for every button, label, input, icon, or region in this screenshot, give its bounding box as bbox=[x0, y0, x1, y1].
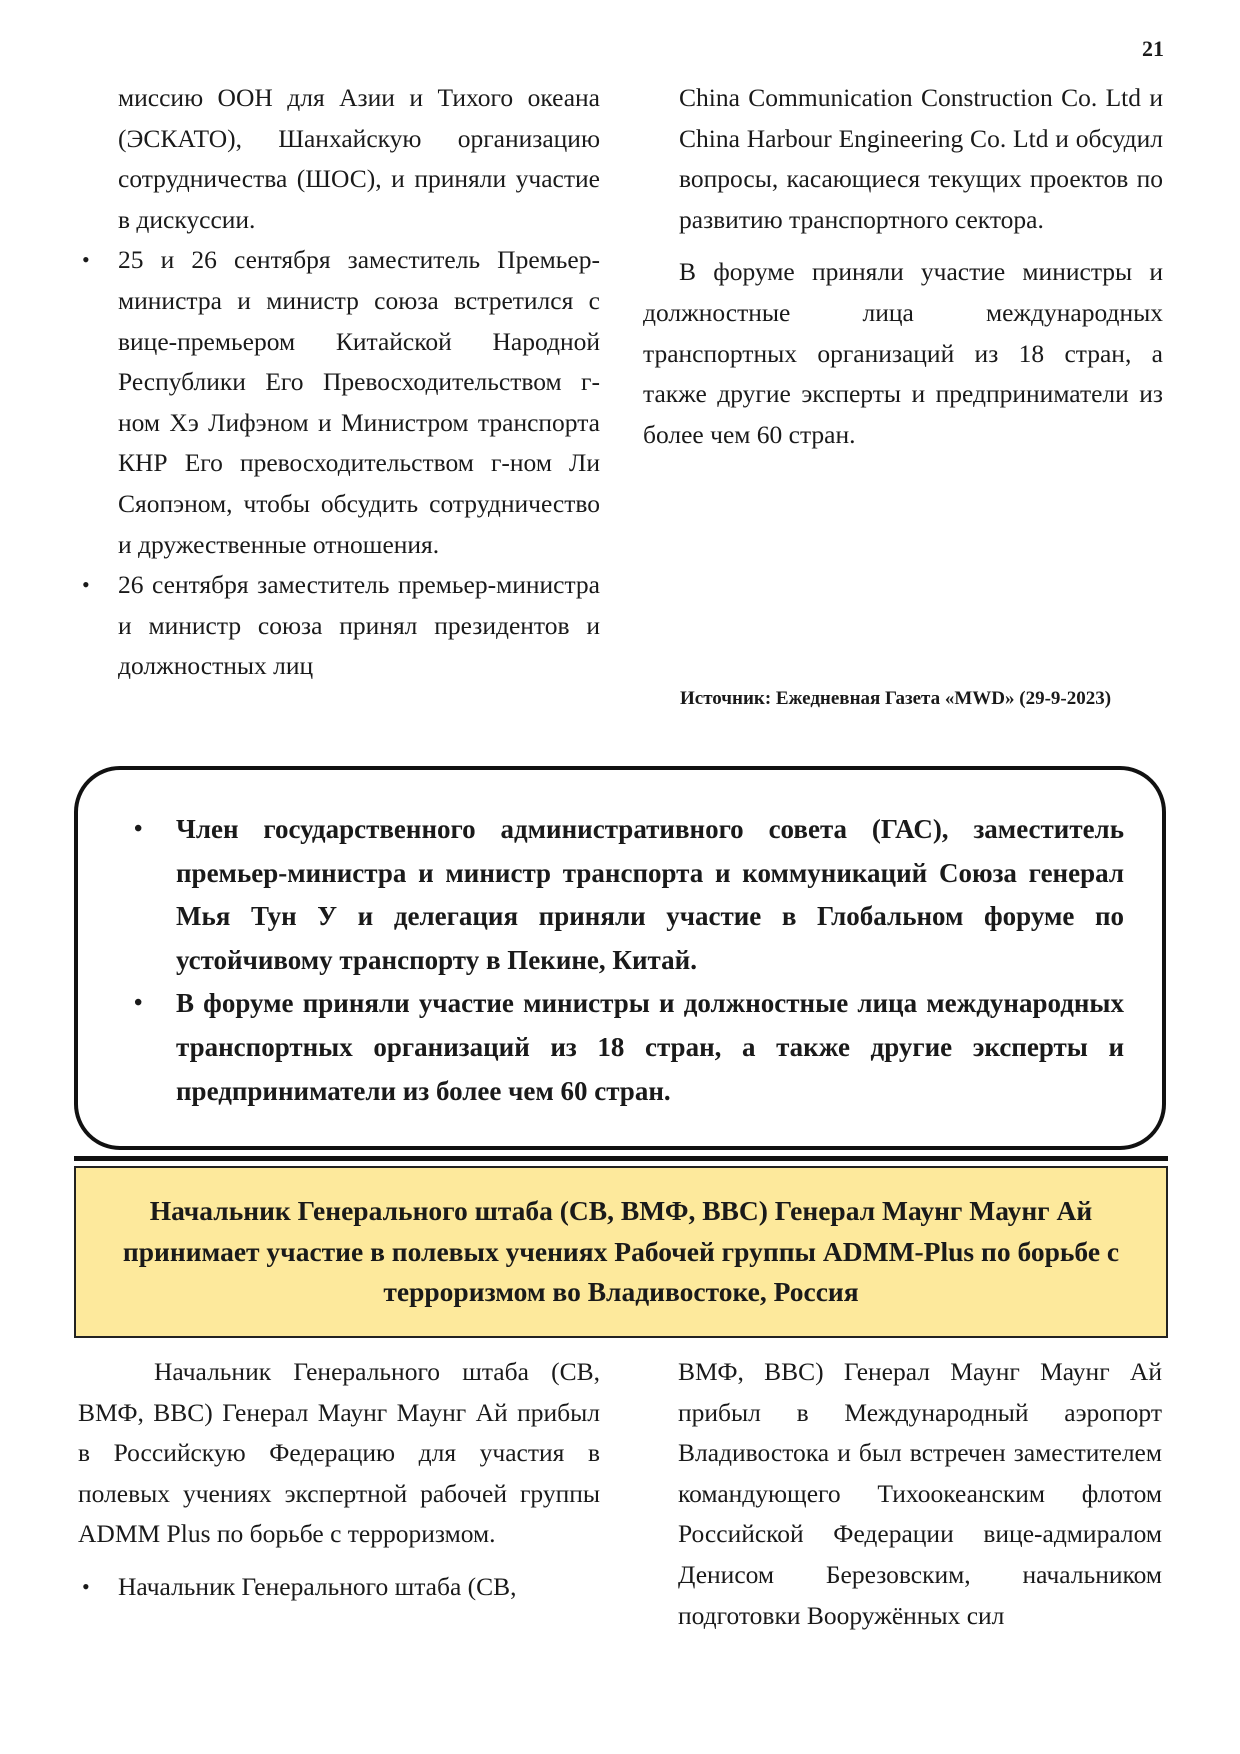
headline-box bbox=[74, 1166, 1168, 1338]
paragraph: В форуме приняли участие министры и должностные лица международных транспортных организаций из 18 стран, а также другие эксперты и предприниматели из более чем 60 стран. bbox=[643, 257, 1163, 449]
bottom-left-bullet-list bbox=[78, 1567, 600, 1608]
summary-box bbox=[74, 766, 1166, 1150]
top-right-column bbox=[643, 78, 1163, 455]
list-item: • 26 сентября заместитель премьер-министра и министр союза принял президентов и должностных лиц bbox=[78, 565, 600, 687]
list-item: • 25 и 26 сентября заместитель Премьер-министра и министр союза встретился с вице-премьером Китайской Народной Республики Его Превосходительством г-ном Хэ Лифэном и Министром транспорта КНР Его превосходительством г-ном Ли Сяопэном, чтобы обсудить сотрудничество и дружественные отношения. bbox=[78, 240, 600, 565]
page-number: 21 bbox=[1142, 36, 1164, 61]
source-citation: Источник: Ежедневная Газета «MWD» (29-9-2023) bbox=[680, 688, 1112, 709]
summary-item: • Член государственного административного совета (ГАС), заместитель премьер-министра и министр транспорта и коммуникаций Союза генерал Мья Тун У и делегация приняли участие в Глобальном форуме по устойчивому транспорту в Пекине, Китай. bbox=[134, 808, 1124, 982]
divider bbox=[74, 1156, 1168, 1161]
summary-item: • В форуме приняли участие министры и должностные лица международных транспортных организаций из 18 стран, а также другие эксперты и предприниматели из более чем 60 стран. bbox=[134, 982, 1124, 1113]
paragraph-continuation: ВМФ, ВВС) Генерал Маунг Маунг Ай прибыл в Международный аэропорт Владивостока и был встречен заместителем командующего Тихоокеанским флотом Российской Федерации вице-адмиралом Денисом Березовским, начальником подготовки Вооружённых сил bbox=[678, 1357, 1162, 1630]
headline-title: Начальник Генерального штаба (СВ, ВМФ, ВВС) Генерал Маунг Маунг Ай принимает участие в полевых учениях Рабочей группы ADMM-Plus по борьбе с терроризмом во Владивостоке, Россия bbox=[122, 1195, 1120, 1308]
top-left-bullet-list bbox=[78, 78, 600, 687]
list-item-continuation: миссию ООН для Азии и Тихого океана (ЭСКАТО), Шанхайскую организацию сотрудничества (ШОС), и приняли участие в дискуссии. bbox=[118, 83, 600, 234]
bottom-right-column bbox=[678, 1352, 1162, 1636]
list-item: • Начальник Генерального штаба (СВ, bbox=[78, 1567, 600, 1608]
paragraph-continuation: China Communication Construction Co. Ltd и China Harbour Engineering Co. Ltd и обсудил вопросы, касающиеся текущих проектов по развитию транспортного сектора. bbox=[679, 83, 1163, 234]
top-left-column bbox=[78, 78, 600, 687]
summary-bullet-list bbox=[134, 808, 1124, 1113]
bottom-left-column bbox=[78, 1352, 600, 1608]
paragraph: Начальник Генерального штаба (СВ, ВМФ, ВВС) Генерал Маунг Маунг Ай прибыл в Российскую Федерацию для участия в полевых учениях экспертной рабочей группы ADMM Plus по борьбе с терроризмом. bbox=[78, 1357, 600, 1549]
